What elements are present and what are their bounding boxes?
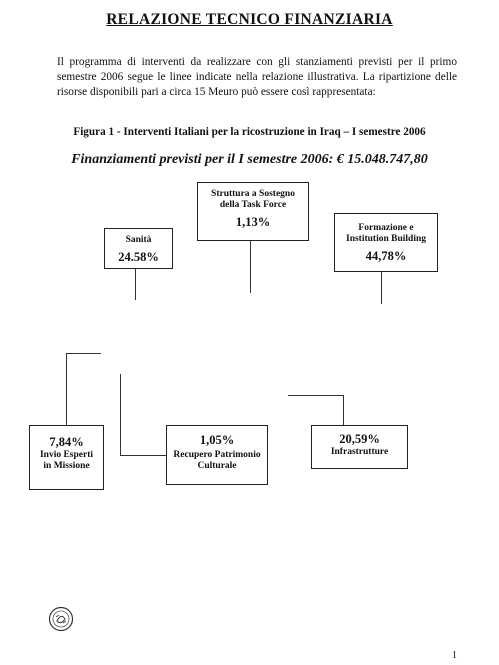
formazione-label-line1: Formazione e: [358, 223, 414, 233]
formazione-percent: 44,78%: [365, 249, 407, 263]
patrimonio-percent: 1,05%: [199, 433, 235, 447]
connector-task-force: [250, 240, 251, 293]
connector-infrastrutture-horizontal: [288, 395, 344, 396]
infrastrutture-percent: 20,59%: [339, 432, 380, 446]
box-sanita: [104, 228, 173, 269]
sanita-label: Sanità: [125, 235, 152, 245]
funding-heading: Finanziamenti previsti per il I semestre 2006: € 15.048.747,80: [71, 152, 428, 167]
esperti-label-line2: in Missione: [43, 461, 90, 471]
page-number: 1: [452, 650, 457, 661]
box-formazione: [334, 213, 438, 272]
esperti-percent: 7,84%: [49, 435, 84, 449]
sanita-percent: 24.58%: [118, 250, 159, 264]
box-patrimonio: [166, 425, 268, 485]
box-infrastrutture: [311, 425, 408, 469]
patrimonio-label-line2: Culturale: [197, 461, 237, 471]
connector-esperti-horizontal: [66, 353, 101, 354]
connector-esperti-vertical: [66, 353, 67, 425]
task-force-percent: 1,13%: [235, 215, 271, 229]
connector-formazione: [381, 271, 382, 304]
esperti-label-line1: Invio Esperti: [39, 450, 94, 460]
patrimonio-label-line1: Recupero Patrimonio: [173, 450, 261, 460]
connector-sanita: [135, 268, 136, 300]
document-title: RELAZIONE TECNICO FINANZIARIA: [106, 11, 393, 28]
figure-caption: Figura 1 - Interventi Italiani per la ricostruzione in Iraq – I semestre 2006: [73, 126, 426, 138]
formazione-label-line2: Institution Building: [346, 234, 426, 244]
intro-paragraph: Il programma di interventi da realizzare con gli stanziamenti previsti per il primo semestre 2006 segue le linee indicate nella relazione illustrativa. La ripartizione delle risorse disponibili pari a circa 15 Meuro può essere così rappresentata:: [57, 56, 457, 98]
task-force-label-line1: Struttura a Sostegno: [211, 189, 295, 199]
connector-infrastrutture-vertical: [343, 395, 344, 425]
box-task-force: [197, 182, 309, 241]
box-esperti: [29, 425, 104, 490]
task-force-label-line2: della Task Force: [219, 200, 287, 210]
seal-stamp-icon: [48, 606, 74, 632]
connector-patrimonio-horizontal: [120, 455, 166, 456]
connector-patrimonio-vertical: [120, 374, 121, 456]
infrastrutture-label: Infrastrutture: [330, 447, 389, 457]
